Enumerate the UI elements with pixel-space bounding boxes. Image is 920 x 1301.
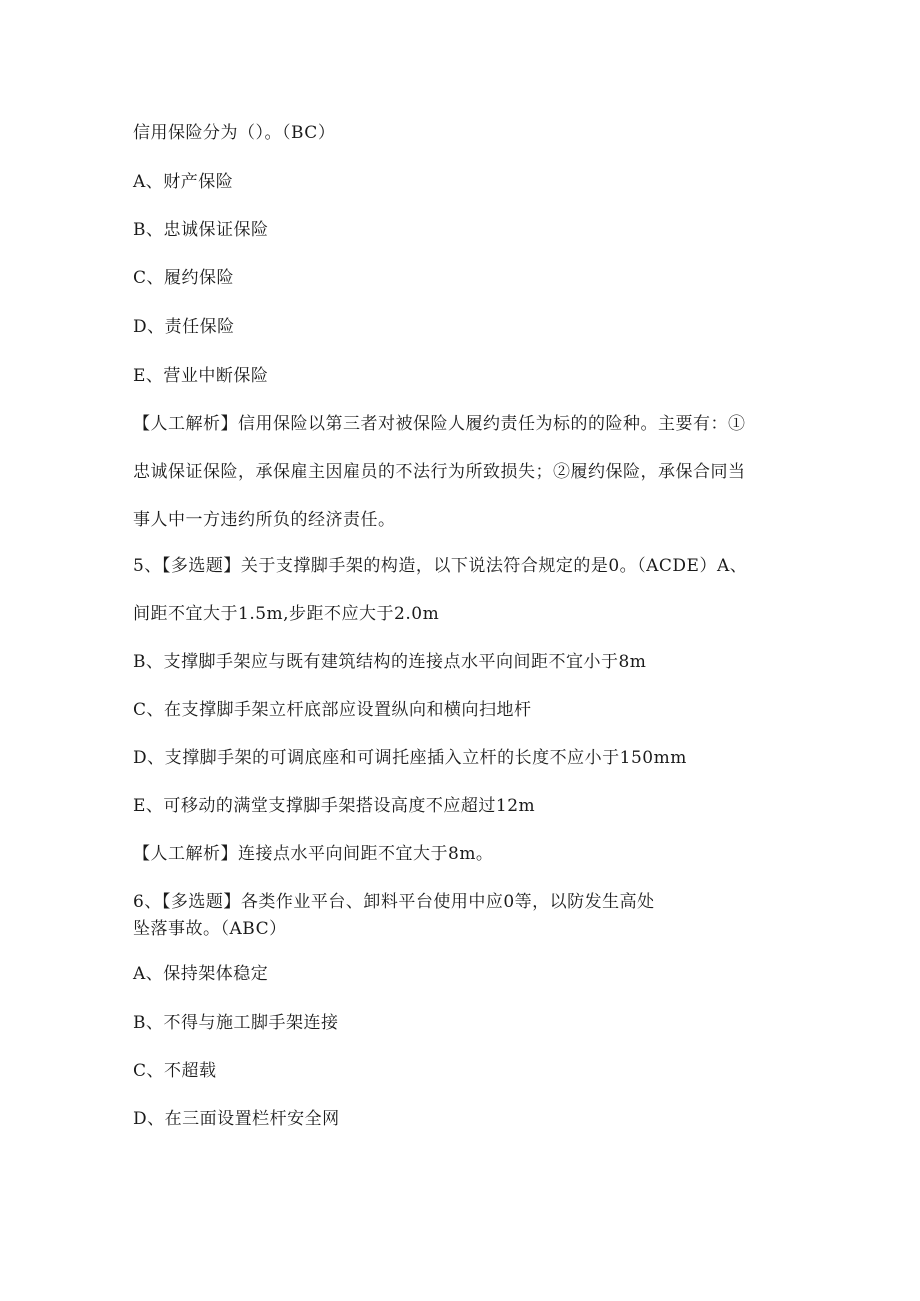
- option-d: D、责任保险: [133, 317, 235, 337]
- q6-stem-line-1: 6、【多选题】各类作业平台、卸料平台使用中应0等，以防发生高处: [133, 892, 655, 912]
- analysis-line-3: 事人中一方违约所负的经济责任。: [133, 510, 396, 530]
- q6-option-d: D、在三面设置栏杆安全网: [133, 1109, 340, 1129]
- question-stem: 信用保险分为（）。（BC）: [133, 123, 336, 143]
- option-a: A、财产保险: [133, 172, 234, 192]
- option-e: E、营业中断保险: [133, 366, 269, 386]
- q5-option-b: B、支撑脚手架应与既有建筑结构的连接点水平向间距不宜小于8m: [133, 652, 647, 672]
- q5-analysis: 【人工解析】连接点水平向间距不宜大于8m。: [133, 844, 494, 864]
- analysis-line-2: 忠诚保证保险，承保雇主因雇员的不法行为所致损失；②履约保险，承保合同当: [133, 462, 746, 482]
- q5-option-c: C、在支撑脚手架立杆底部应设置纵向和横向扫地杆: [133, 700, 532, 720]
- analysis-line-1: 【人工解析】信用保险以第三者对被保险人履约责任为标的的险种。主要有：①: [133, 414, 746, 434]
- q5-option-e: E、可移动的满堂支撑脚手架搭设高度不应超过12m: [133, 796, 536, 816]
- option-b: B、忠诚保证保险: [133, 220, 269, 240]
- q6-stem-line-2: 坠落事故。（ABC）: [133, 919, 287, 939]
- q5-option-d: D、支撑脚手架的可调底座和可调托座插入立杆的长度不应小于150mm: [133, 748, 687, 768]
- q5-stem-line-1: 5、【多选题】关于支撑脚手架的构造，以下说法符合规定的是0。（ACDE）A、: [133, 556, 748, 576]
- q6-option-b: B、不得与施工脚手架连接: [133, 1013, 339, 1033]
- q5-stem-line-2: 间距不宜大于1.5m,步距不应大于2.0m: [133, 604, 440, 624]
- option-c: C、履约保险: [133, 268, 235, 288]
- q6-option-a: A、保持架体稳定: [133, 964, 269, 984]
- q6-option-c: C、不超载: [133, 1061, 217, 1081]
